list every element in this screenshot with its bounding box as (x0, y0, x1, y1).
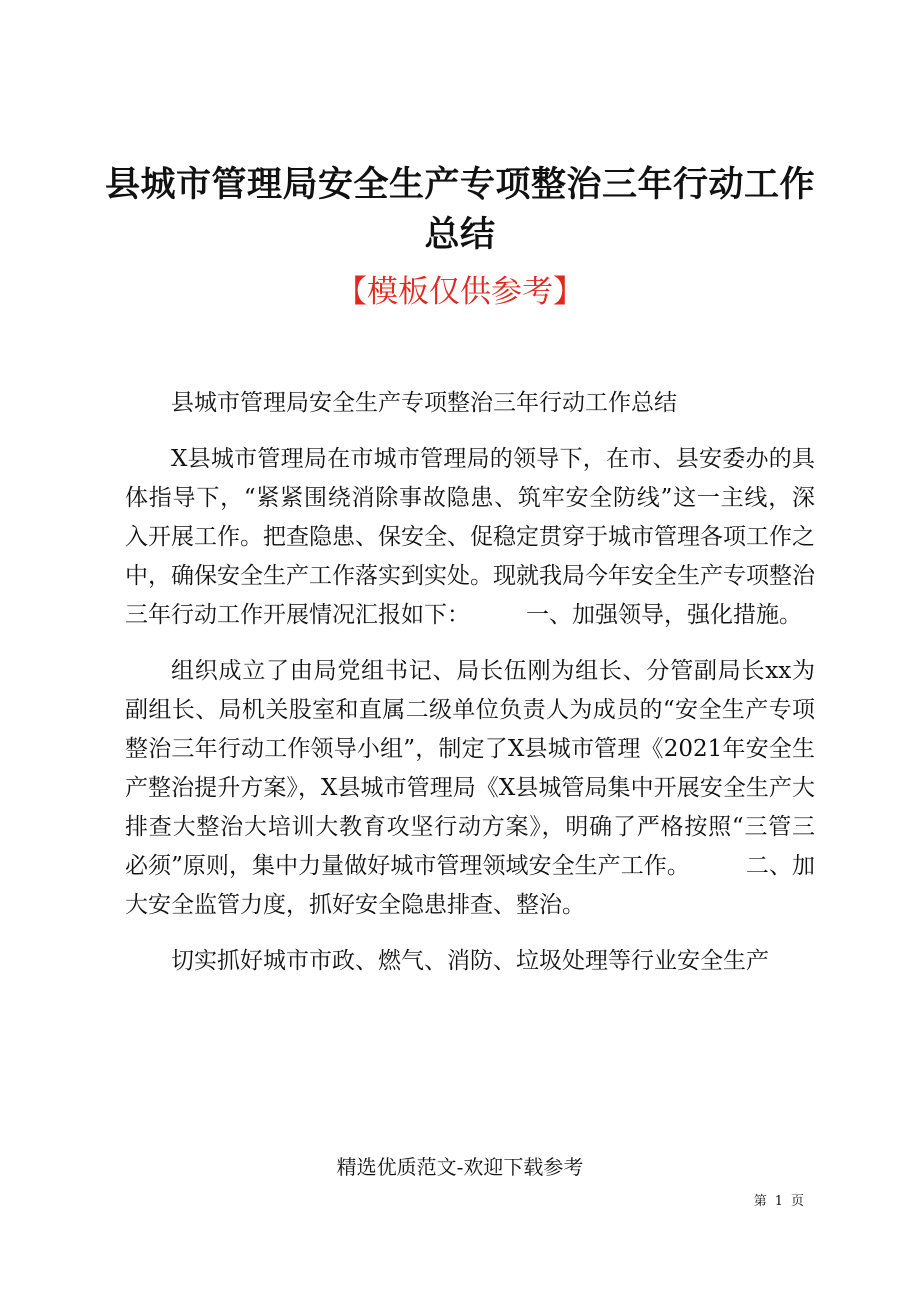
page-number-value: 1 (774, 1194, 783, 1209)
paragraph-text: 县城市管理局安全生产专项整治三年行动工作总结 (171, 390, 677, 416)
document-body (125, 384, 815, 998)
paragraph-intro (125, 440, 815, 635)
page-number (750, 1192, 808, 1212)
section-heading: 一、加强领导，强化措施。 (526, 602, 802, 628)
footer-note: 精选优质范文-欢迎下载参考 (336, 1155, 584, 1179)
template-notice: 【模板仅供参考】 (336, 274, 584, 310)
paragraph-text: X县城市管理局在市城市管理局的领导下，在市、县安委办的具体指导下，“紧紧围绕消除事故隐患、筑牢安全防线”这一主线，深入开展工作。把查隐患、保安全、促稳定贯穿于城市管理各项工作之中，确保安全生产工作落实到实处。现就我局今年安全生产专项整治三年行动工作开展情况汇报如下： (125, 446, 815, 628)
paragraph-text: 组织成立了由局党组书记、局长伍刚为组长、分管副局长xx为副组长、局机关股室和直属二级单位负责人为成员的“安全生产专项整治三年行动工作领导小组”，制定了X县城市管理《2021年安全生产整治提升方案》，X县城市管理局《X县城管局集中开展安全生产大排查大整治大培训大教育攻坚行动方案》，明确了严格按照“三管三必须”原则，集中力量做好城市管理领域安全生产工作。 (125, 658, 815, 879)
page-prefix: 第 (753, 1194, 767, 1209)
paragraph-text: 切实抓好城市市政、燃气、消防、垃圾处理等行业安全生产 (171, 948, 769, 974)
paragraph-heading (125, 384, 815, 423)
paragraph-organization (125, 652, 815, 925)
section-heading: 二、加大安全监管力度，抓好安全隐患排查、整治。 (125, 853, 816, 918)
paragraph-supervision (125, 942, 815, 981)
page-suffix: 页 (790, 1194, 804, 1209)
document-title: 县城市管理局安全生产专项整治三年行动工作总结 (104, 164, 815, 255)
